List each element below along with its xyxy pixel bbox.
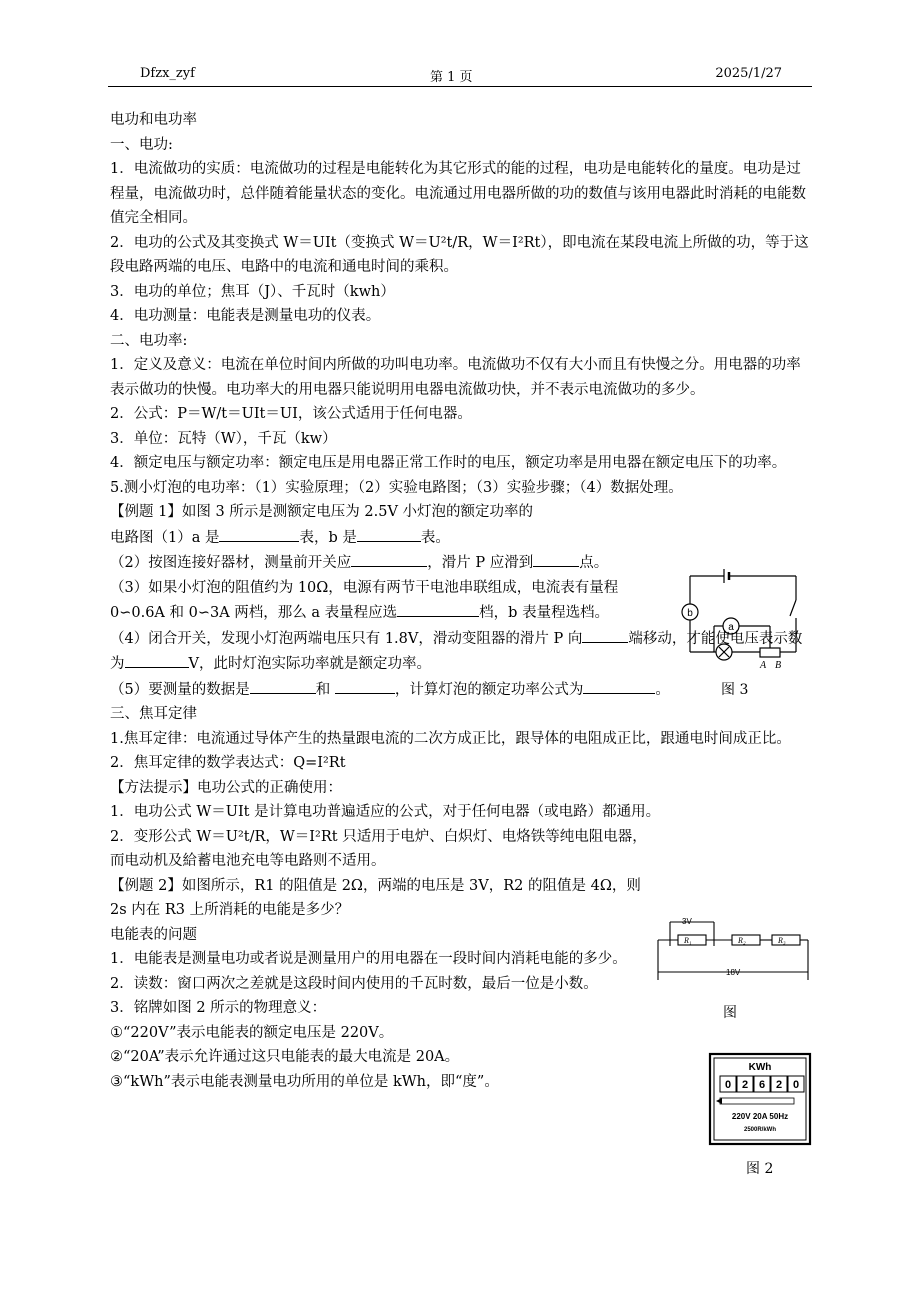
question-1: 电路图（1）a 是 表，b 是 表。	[110, 525, 814, 551]
resistor-r1-label: R₁	[684, 936, 692, 945]
question-4: （4）闭合开关，发现小灯泡两端电压只有 1.8V，滑动变阻器的滑片 P 向 端移动，才能使电压表示数为 V，此时灯泡实际功率就是额定功率。	[110, 626, 814, 677]
voltage-3v-label: 3V	[682, 917, 692, 926]
paragraph: 4．额定电压与额定功率：额定电压是用电器正常工作时的电压，额定功率是用电器在额定电压下的功率。	[110, 455, 787, 471]
question-2: （2）按图连接好器材，测量前开关应 ，滑片 P 应滑到 点。	[110, 550, 814, 576]
voltage-18v-label: 18V	[726, 968, 741, 977]
paragraph: 5.测小灯泡的电功率：（1）实验原理；（2）实验电路图；（3）实验步骤；（4）数据处理。	[110, 479, 683, 496]
resistor-figure-caption: 图	[723, 1005, 737, 1021]
paragraph: 2．变形公式 W＝U²t/R，W＝I²Rt 只适用于电炉、白炽灯、电烙铁等纯电阻电器，而电动机及給蓄电池充电等电路则不适用。	[110, 828, 647, 869]
question-3: （3）如果小灯泡的阻值约为 10Ω，电源有两节干电池串联组成，电流表有量程 0∽0.6A 和 0∽3A 两档，那么 a 表量程应选 档，b 表量程选档。	[110, 579, 619, 621]
method-tip: 【方法提示】电功公式的正确使用：	[110, 779, 342, 796]
answer-blank	[397, 600, 479, 617]
meter-revolution-label: 2500R/kWh	[743, 1127, 777, 1133]
terminal-b-label: B	[775, 660, 782, 670]
meter-digit-window	[720, 1076, 804, 1092]
meter-digit: 6	[758, 1079, 766, 1091]
header-page-number: 第 1 页	[430, 70, 473, 85]
example-2: 【例题 2】如图所示，R1 的阻值是 2Ω，两端的电压是 3V，R2 的阻值是 4Ω，则 2s 内在 R3 上所消耗的电能是多少？	[110, 877, 641, 918]
figure-2-caption: 图 2	[746, 1161, 774, 1177]
paragraph: 2．焦耳定律的数学表达式：Q=I²Rt	[110, 755, 346, 771]
answer-blank	[335, 677, 395, 694]
section-heading: 二、电功率:	[110, 332, 188, 349]
paragraph: ②“20A”表示允许通过这只电能表的最大电流是 20A。	[110, 1049, 460, 1065]
example-1-intro: 【例题 1】如图 3 所示是测额定电压为 2.5V 小灯泡的额定功率的	[110, 504, 534, 520]
paragraph: 1．电功公式 W＝UIt 是计算电功普遍适应的公式，对于任何电器（或电路）都通用。	[110, 804, 661, 820]
paragraph: 2．读数：窗口两次之差就是这段时间内使用的千瓦时数，最后一位是小数。	[110, 975, 598, 992]
resistor-r2-label: R₂	[738, 936, 746, 945]
paragraph: 1．定义及意义：电流在单位时间内所做的功叫电功率。电流做功不仅有大小而且有快慢之分。用电器的功率表示做功的快慢。电功率大的用电器只能说明用电器电流做功快，并不表示电流做功的多少。	[110, 357, 801, 398]
paragraph: 3．铭牌如图 2 所示的物理意义：	[110, 1000, 327, 1016]
resistor-r3-label: R₃	[778, 936, 786, 945]
answer-blank	[582, 626, 628, 643]
answer-blank	[583, 677, 655, 694]
page-header	[108, 66, 812, 87]
paragraph: 2．公式：P＝W/t＝UIt＝UI，该公式适用于任何电器。	[110, 406, 472, 422]
figure-3-circuit	[676, 566, 806, 670]
paragraph: 3．电功的单位；焦耳（J）、千瓦时（kwh）	[110, 283, 395, 300]
meter-digit: 2	[775, 1079, 783, 1091]
header-left: Dfzx_zyf	[140, 66, 195, 81]
meter-rating-label: 220V 20A 50Hz	[731, 1112, 789, 1121]
figure-3-caption: 图 3	[721, 682, 749, 698]
answer-blank	[351, 550, 427, 567]
meter-unit-label: KWh	[748, 1062, 772, 1073]
resistor-series-figure	[656, 912, 810, 998]
answer-blank	[125, 651, 189, 668]
question-5: （5）要测量的数据是 和 ，计算灯泡的额定功率公式为 。	[110, 677, 814, 703]
section-heading: 一、电功:	[110, 136, 173, 153]
header-date: 2025/1/27	[715, 66, 782, 81]
meter-digit: 2	[741, 1079, 749, 1091]
answer-blank	[533, 550, 579, 567]
meter-digit: 0	[724, 1079, 732, 1091]
paragraph: 1．电能表是测量电功或者说是测量用户的用电器在一段时间内消耗电能的多少。	[110, 951, 627, 967]
meter-b-label: b	[687, 608, 693, 619]
paragraph: 1．电流做功的实质：电流做功的过程是电能转化为其它形式的能的过程，电功是电能转化的量度。电功是过程量，电流做功时，总伴随着能量状态的变化。电流通过用电器所做的功的数值与该用电器此时消耗的电能数值完全相同。	[110, 161, 806, 226]
section-heading: 电能表的问题	[110, 926, 197, 943]
paragraph: 2．电功的公式及其变换式 W＝UIt（变换式 W＝U²t/R，W＝I²Rt），即电流在某段电流上所做的功，等于这段电路两端的电压、电路中的电流和通电时间的乘积。	[110, 234, 809, 275]
answer-blank	[250, 677, 316, 694]
doc-title: 电功和电功率	[110, 112, 197, 128]
meter-a-label: a	[728, 622, 734, 633]
paragraph: 4．电功测量：电能表是测量电功的仪表。	[110, 308, 381, 324]
meter-digit: 0	[792, 1079, 800, 1091]
answer-blank	[357, 525, 421, 542]
figure-2-energy-meter	[708, 1052, 812, 1146]
answer-blank	[219, 525, 299, 542]
paragraph: ③“kWh”表示电能表测量电功所用的单位是 kWh，即“度”。	[110, 1073, 499, 1090]
paragraph: 1.焦耳定律：电流通过导体产生的热量跟电流的二次方成正比，跟导体的电阻成正比，跟通电时间成正比。	[110, 730, 791, 747]
paragraph: 3．单位：瓦特（W），千瓦（kw）	[110, 430, 337, 447]
section-heading: 三、焦耳定律	[110, 706, 197, 722]
terminal-a-label: A	[760, 660, 767, 670]
paragraph: ①“220V”表示电能表的额定电压是 220V。	[110, 1024, 394, 1041]
